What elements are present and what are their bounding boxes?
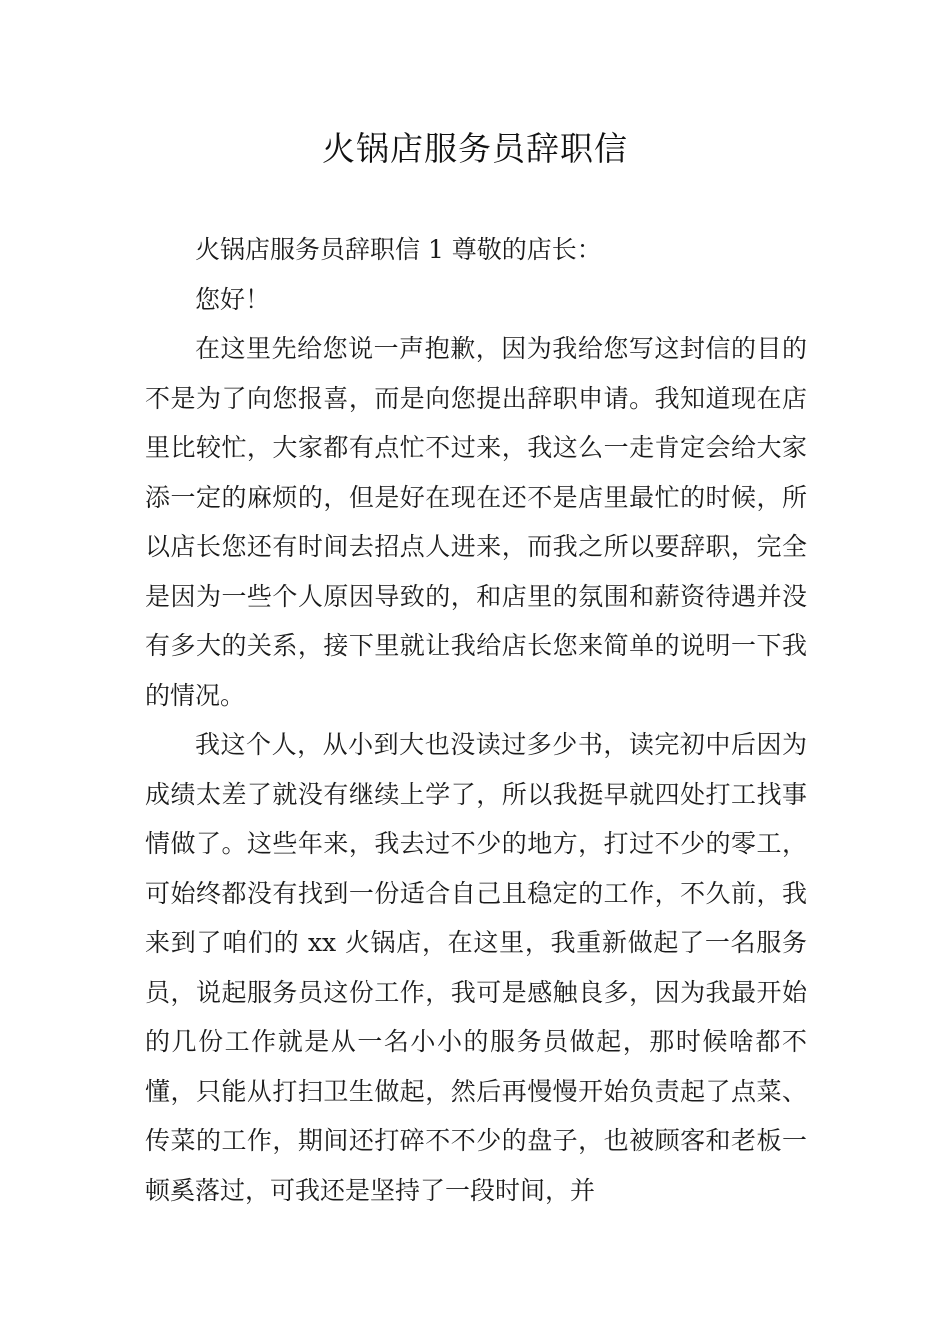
document-title: 火锅店服务员辞职信 — [322, 129, 628, 168]
paragraph-background: 我这个人，从小到大也没读过多少书，读完初中后因为成绩太差了就没有继续上学了，所以我挺早就四处打工找事情做了。这些年来，我去过不少的地方，打过不少的零工，可始终都没有找到一份适合自己且稳定的工作，不久前，我来到了咱们的 xx 火锅店，在这里，我重新做起了一名服务员，说起服务员这份工作，我可是感触良多，因为我最开始的几份工作就是从一名小小的服务员做起，那时候啥都不懂，只能从打扫卫生做起，然后再慢慢开始负责起了点菜、传菜的工作，期间还打碎不不少的盘子，也被顾客和老板一顿奚落过，可我还是坚持了一段时间，并 — [145, 730, 807, 1205]
paragraph-greeting: 您好！ — [195, 284, 271, 314]
document-body — [145, 225, 807, 1215]
paragraph-apology: 在这里先给您说一声抱歉，因为我给您写这封信的目的不是为了向您报喜，而是向您提出辞职申请。我知道现在店里比较忙，大家都有点忙不过来，我这么一走肯定会给大家添一定的麻烦的，但是好在现在还不是店里最忙的时候，所以店长您还有时间去招点人进来，而我之所以要辞职，完全是因为一些个人原因导致的，和店里的氛围和薪资待遇并没有多大的关系，接下里就让我给店长您来简单的说明一下我的情况。 — [145, 334, 807, 710]
paragraph-heading-line: 火锅店服务员辞职信 1 尊敬的店长： — [195, 235, 602, 264]
